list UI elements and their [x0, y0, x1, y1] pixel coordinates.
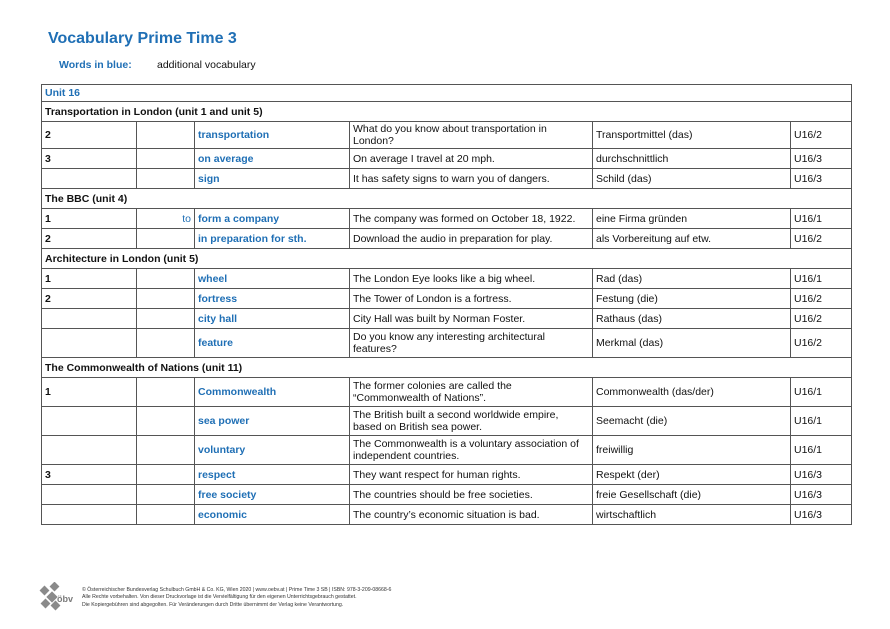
unit-reference: U16/2 [791, 309, 852, 329]
copyright-line: Alle Rechte vorbehalten. Von dieser Druckvorlage ist die Vervielfältigung für den eigenen Unterrichtsgebrauch gestattet. [82, 594, 357, 601]
translation: als Vorbereitung auf etw. [593, 229, 791, 249]
vocab-row [42, 465, 852, 485]
example-sentence: The former colonies are called the “Commonwealth of Nations”. [350, 378, 593, 407]
translation: Transportmittel (das) [593, 122, 791, 149]
vocab-word: economic [195, 505, 350, 525]
vocab-row [42, 269, 852, 289]
vocab-row [42, 407, 852, 436]
word-prefix [137, 485, 195, 505]
unit-reference: U16/2 [791, 329, 852, 358]
word-prefix [137, 122, 195, 149]
vocab-row [42, 309, 852, 329]
unit-reference: U16/2 [791, 122, 852, 149]
unit-reference: U16/1 [791, 407, 852, 436]
translation: durchschnittlich [593, 149, 791, 169]
vocabulary-table-body [42, 85, 852, 525]
word-prefix [137, 465, 195, 485]
example-sentence: The British built a second worldwide empire, based on British sea power. [350, 407, 593, 436]
vocab-row [42, 505, 852, 525]
word-prefix [137, 309, 195, 329]
vocab-row [42, 329, 852, 358]
vocab-word: feature [195, 329, 350, 358]
unit-reference: U16/3 [791, 485, 852, 505]
vocab-word: Commonwealth [195, 378, 350, 407]
vocab-word: wheel [195, 269, 350, 289]
copyright-text [82, 587, 502, 609]
unit-reference: U16/1 [791, 378, 852, 407]
unit-row [42, 85, 852, 102]
section-title: The BBC (unit 4) [42, 189, 852, 209]
translation: Seemacht (die) [593, 407, 791, 436]
word-prefix [137, 329, 195, 358]
example-sentence: The country’s economic situation is bad. [350, 505, 593, 525]
vocab-row [42, 229, 852, 249]
row-number [42, 505, 137, 525]
word-prefix [137, 269, 195, 289]
translation: Festung (die) [593, 289, 791, 309]
vocab-word: sea power [195, 407, 350, 436]
section-title: The Commonwealth of Nations (unit 11) [42, 358, 852, 378]
legend [59, 59, 256, 71]
word-prefix: to [137, 209, 195, 229]
copyright-line: © Österreichischer Bundesverlag Schulbuch GmbH & Co. KG, Wien 2020 | www.oebv.at | Prime Time 3 SB | ISBN: 978-3-209-08668-6 [82, 587, 392, 593]
example-sentence: What do you know about transportation in London? [350, 122, 593, 149]
unit-label: Unit 16 [42, 85, 852, 102]
row-number [42, 485, 137, 505]
vocab-row [42, 436, 852, 465]
vocab-word: voluntary [195, 436, 350, 465]
unit-reference: U16/3 [791, 169, 852, 189]
example-sentence: The Tower of London is a fortress. [350, 289, 593, 309]
section-row [42, 189, 852, 209]
unit-reference: U16/2 [791, 229, 852, 249]
vocab-word: on average [195, 149, 350, 169]
vocab-word: respect [195, 465, 350, 485]
vocab-row [42, 122, 852, 149]
word-prefix [137, 505, 195, 525]
row-number [42, 436, 137, 465]
vocab-word: transportation [195, 122, 350, 149]
translation: eine Firma gründen [593, 209, 791, 229]
vocab-word: form a company [195, 209, 350, 229]
example-sentence: Download the audio in preparation for play. [350, 229, 593, 249]
example-sentence: The London Eye looks like a big wheel. [350, 269, 593, 289]
vocab-word: free society [195, 485, 350, 505]
legend-value: additional vocabulary [157, 59, 256, 71]
unit-reference: U16/1 [791, 269, 852, 289]
unit-reference: U16/3 [791, 149, 852, 169]
vocab-row [42, 169, 852, 189]
vocab-word: in preparation for sth. [195, 229, 350, 249]
example-sentence: City Hall was built by Norman Foster. [350, 309, 593, 329]
logo-text: öbv [57, 594, 74, 604]
translation: Rad (das) [593, 269, 791, 289]
example-sentence: It has safety signs to warn you of dangers. [350, 169, 593, 189]
unit-reference: U16/3 [791, 465, 852, 485]
publisher-logo [38, 582, 78, 616]
example-sentence: On average I travel at 20 mph. [350, 149, 593, 169]
row-number [42, 169, 137, 189]
translation: Schild (das) [593, 169, 791, 189]
translation: freiwillig [593, 436, 791, 465]
translation: freie Gesellschaft (die) [593, 485, 791, 505]
copyright-line: Die Kopiergebühren sind abgegolten. Für Veränderungen durch Dritte übernimmt der Verlag keine Verantwortung. [82, 601, 344, 608]
example-sentence: They want respect for human rights. [350, 465, 593, 485]
word-prefix [137, 229, 195, 249]
unit-reference: U16/1 [791, 209, 852, 229]
vocab-row [42, 149, 852, 169]
translation: Commonwealth (das/der) [593, 378, 791, 407]
page-title: Vocabulary Prime Time 3 [48, 30, 237, 47]
vocabulary-table [41, 84, 852, 525]
word-prefix [137, 149, 195, 169]
vocab-word: city hall [195, 309, 350, 329]
vocab-row [42, 209, 852, 229]
section-row [42, 102, 852, 122]
row-number [42, 407, 137, 436]
row-number: 2 [42, 122, 137, 149]
vocab-row [42, 485, 852, 505]
row-number: 1 [42, 269, 137, 289]
translation: Respekt (der) [593, 465, 791, 485]
word-prefix [137, 289, 195, 309]
vocab-row [42, 289, 852, 309]
row-number: 2 [42, 289, 137, 309]
word-prefix [137, 407, 195, 436]
translation: Rathaus (das) [593, 309, 791, 329]
example-sentence: The company was formed on October 18, 1922. [350, 209, 593, 229]
section-row [42, 249, 852, 269]
example-sentence: The Commonwealth is a voluntary association of independent countries. [350, 436, 593, 465]
word-prefix [137, 436, 195, 465]
row-number: 1 [42, 209, 137, 229]
row-number: 3 [42, 149, 137, 169]
translation: Merkmal (das) [593, 329, 791, 358]
unit-reference: U16/1 [791, 436, 852, 465]
row-number: 3 [42, 465, 137, 485]
vocab-row [42, 378, 852, 407]
section-title: Architecture in London (unit 5) [42, 249, 852, 269]
legend-key: Words in blue: [59, 59, 132, 71]
section-title: Transportation in London (unit 1 and unit 5) [42, 102, 852, 122]
word-prefix [137, 169, 195, 189]
unit-reference: U16/2 [791, 289, 852, 309]
unit-reference: U16/3 [791, 505, 852, 525]
row-number: 1 [42, 378, 137, 407]
example-sentence: Do you know any interesting architectural features? [350, 329, 593, 358]
row-number [42, 309, 137, 329]
translation: wirtschaftlich [593, 505, 791, 525]
section-row [42, 358, 852, 378]
row-number: 2 [42, 229, 137, 249]
vocab-word: sign [195, 169, 350, 189]
word-prefix [137, 378, 195, 407]
example-sentence: The countries should be free societies. [350, 485, 593, 505]
vocab-word: fortress [195, 289, 350, 309]
row-number [42, 329, 137, 358]
